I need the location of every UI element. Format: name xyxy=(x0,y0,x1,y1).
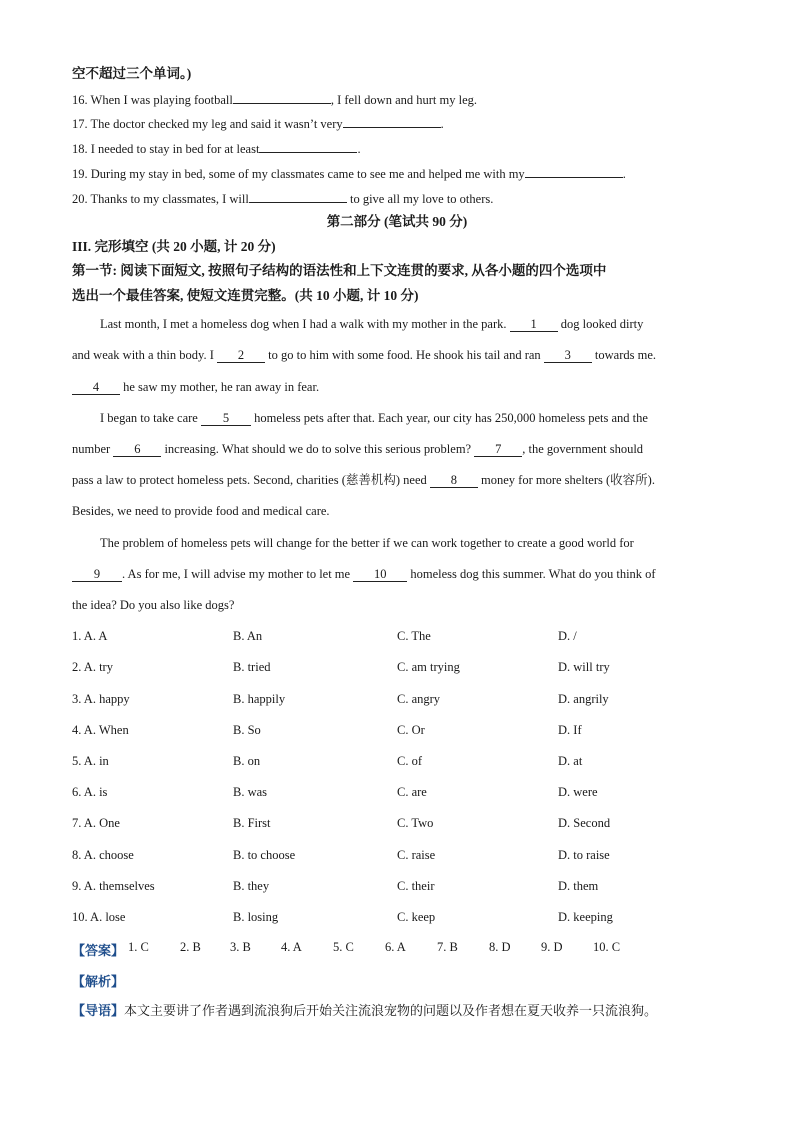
option-c[interactable]: C. Two xyxy=(397,816,434,830)
option-a[interactable]: 7. A. One xyxy=(72,816,120,830)
cloze-blank-9[interactable]: 9 xyxy=(72,567,122,582)
option-d[interactable]: D. angrily xyxy=(558,692,609,706)
section-title: III. 完形填空 (共 20 小题, 计 20 分) xyxy=(72,239,276,254)
option-d[interactable]: D. Second xyxy=(558,816,611,830)
answer-item: 9. D xyxy=(541,940,563,954)
question-20 xyxy=(72,190,493,207)
answer-blank[interactable] xyxy=(233,91,331,104)
section1-instruction-line1: 第一节: 阅读下面短文, 按照句子结构的语法性和上下文连贯的要求, 从各小题的四个选项中 xyxy=(72,263,607,278)
cloze-blank-7[interactable]: 7 xyxy=(474,442,522,457)
question-text: , I fell down and hurt my leg. xyxy=(330,93,478,107)
option-b[interactable]: B. on xyxy=(233,754,261,768)
question-text: 17. The doctor checked my leg and said it wasn’t very xyxy=(72,117,343,131)
option-a[interactable]: 8. A. choose xyxy=(72,848,134,862)
option-d[interactable]: D. / xyxy=(558,629,577,643)
option-c[interactable]: C. their xyxy=(397,879,435,893)
question-18 xyxy=(72,140,361,157)
option-b[interactable]: B. tried xyxy=(233,660,271,674)
passage-line: Last month, I met a homeless dog when I had a walk with my mother in the park. 1 dog looked dirty xyxy=(100,317,644,331)
option-a[interactable]: 3. A. happy xyxy=(72,692,130,706)
option-b[interactable]: B. they xyxy=(233,879,270,893)
question-text: . xyxy=(357,142,361,156)
option-b[interactable]: B. First xyxy=(233,816,271,830)
passage-line: I began to take care 5 homeless pets after that. Each year, our city has 250,000 homeless pets and the xyxy=(100,411,648,425)
guide-line xyxy=(72,1003,657,1019)
answer-item: 7. B xyxy=(437,940,458,954)
option-c[interactable]: C. keep xyxy=(397,910,436,924)
option-c[interactable]: C. are xyxy=(397,785,427,799)
option-d[interactable]: D. keeping xyxy=(558,910,613,924)
answer-label: 【答案】 xyxy=(72,943,125,958)
answer-blank[interactable] xyxy=(343,115,441,128)
guide-text: 本文主要讲了作者遇到流浪狗后开始关注流浪宠物的问题以及作者想在夏天收养一只流浪狗。 xyxy=(124,1003,658,1018)
option-a[interactable]: 10. A. lose xyxy=(72,910,126,924)
option-c[interactable]: C. of xyxy=(397,754,422,768)
option-c[interactable]: C. Or xyxy=(397,723,425,737)
passage-line: number 6 increasing. What should we do to solve this serious problem? 7 , the government should xyxy=(72,442,644,456)
option-a[interactable]: 6. A. is xyxy=(72,785,108,799)
question-text: 20. Thanks to my classmates, I will xyxy=(72,192,249,206)
answer-blank[interactable] xyxy=(259,140,357,153)
option-b[interactable]: B. happily xyxy=(233,692,286,706)
question-19 xyxy=(72,165,626,182)
option-c[interactable]: C. angry xyxy=(397,692,441,706)
option-d[interactable]: D. were xyxy=(558,785,598,799)
answer-blank[interactable] xyxy=(249,190,347,203)
option-b[interactable]: B. losing xyxy=(233,910,279,924)
option-d[interactable]: D. them xyxy=(558,879,599,893)
answer-item: 1. C xyxy=(128,940,149,954)
option-b[interactable]: B. So xyxy=(233,723,261,737)
option-a[interactable]: 5. A. in xyxy=(72,754,109,768)
cloze-blank-2[interactable]: 2 xyxy=(217,348,265,363)
answer-item: 6. A xyxy=(385,940,406,954)
passage-line: the idea? Do you also like dogs? xyxy=(72,598,235,612)
option-a[interactable]: 2. A. try xyxy=(72,660,113,674)
answer-item: 2. B xyxy=(180,940,201,954)
option-a[interactable]: 9. A. themselves xyxy=(72,879,155,893)
cloze-blank-3[interactable]: 3 xyxy=(544,348,592,363)
answer-item: 8. D xyxy=(489,940,511,954)
answer-item: 10. C xyxy=(593,940,621,954)
cloze-blank-10[interactable]: 10 xyxy=(353,567,407,582)
passage-line: and weak with a thin body. I 2 to go to him with some food. He shook his tail and ran 3 towards me. xyxy=(72,348,657,362)
passage-line: 9 . As for me, I will advise my mother to let me 10 homeless dog this summer. What do you think of xyxy=(72,566,656,582)
section1-instruction-line2: 选出一个最佳答案, 使短文连贯完整。(共 10 小题, 计 10 分) xyxy=(72,288,419,303)
option-b[interactable]: B. to choose xyxy=(233,848,296,862)
question-text: . xyxy=(440,117,444,131)
instruction-tail: 空不超过三个单词。) xyxy=(72,66,192,81)
option-d[interactable]: D. at xyxy=(558,754,583,768)
option-b[interactable]: B. An xyxy=(233,629,263,643)
passage-line: 4 he saw my mother, he ran away in fear. xyxy=(72,379,319,395)
question-text: 18. I needed to stay in bed for at least xyxy=(72,142,260,156)
option-c[interactable]: C. The xyxy=(397,629,431,643)
answer-item: 4. A xyxy=(281,940,302,954)
answer-item: 5. C xyxy=(333,940,354,954)
question-text: to give all my love to others. xyxy=(346,192,494,206)
question-16 xyxy=(72,91,477,108)
question-text: . xyxy=(622,167,626,181)
passage-line: pass a law to protect homeless pets. Second, charities (慈善机构) need 8 money for more shelters (收容所). xyxy=(72,473,655,487)
passage-line: The problem of homeless pets will change for the better if we can work together to create a good world for xyxy=(100,536,634,550)
cloze-blank-5[interactable]: 5 xyxy=(201,411,251,426)
cloze-blank-8[interactable]: 8 xyxy=(430,473,478,488)
option-c[interactable]: C. am trying xyxy=(397,660,460,674)
answer-blank[interactable] xyxy=(525,165,623,178)
part-title: 第二部分 (笔试共 90 分) xyxy=(326,214,468,229)
question-text: 19. During my stay in bed, some of my classmates came to see me and helped me with my xyxy=(72,167,525,181)
passage-line: Besides, we need to provide food and medical care. xyxy=(72,504,330,518)
option-c[interactable]: C. raise xyxy=(397,848,436,862)
question-text: 16. When I was playing football xyxy=(72,93,233,107)
option-d[interactable]: D. to raise xyxy=(558,848,610,862)
analysis-label: 【解析】 xyxy=(72,974,125,989)
answer-item: 3. B xyxy=(230,940,251,954)
option-d[interactable]: D. will try xyxy=(558,660,610,674)
option-a[interactable]: 1. A. A xyxy=(72,629,108,643)
option-d[interactable]: D. If xyxy=(558,723,582,737)
cloze-blank-1[interactable]: 1 xyxy=(510,317,558,332)
cloze-blank-6[interactable]: 6 xyxy=(113,442,161,457)
question-17 xyxy=(72,115,444,132)
option-b[interactable]: B. was xyxy=(233,785,268,799)
guide-label: 【导语】 xyxy=(72,1003,125,1018)
cloze-blank-4[interactable]: 4 xyxy=(72,380,120,395)
option-a[interactable]: 4. A. When xyxy=(72,723,129,737)
